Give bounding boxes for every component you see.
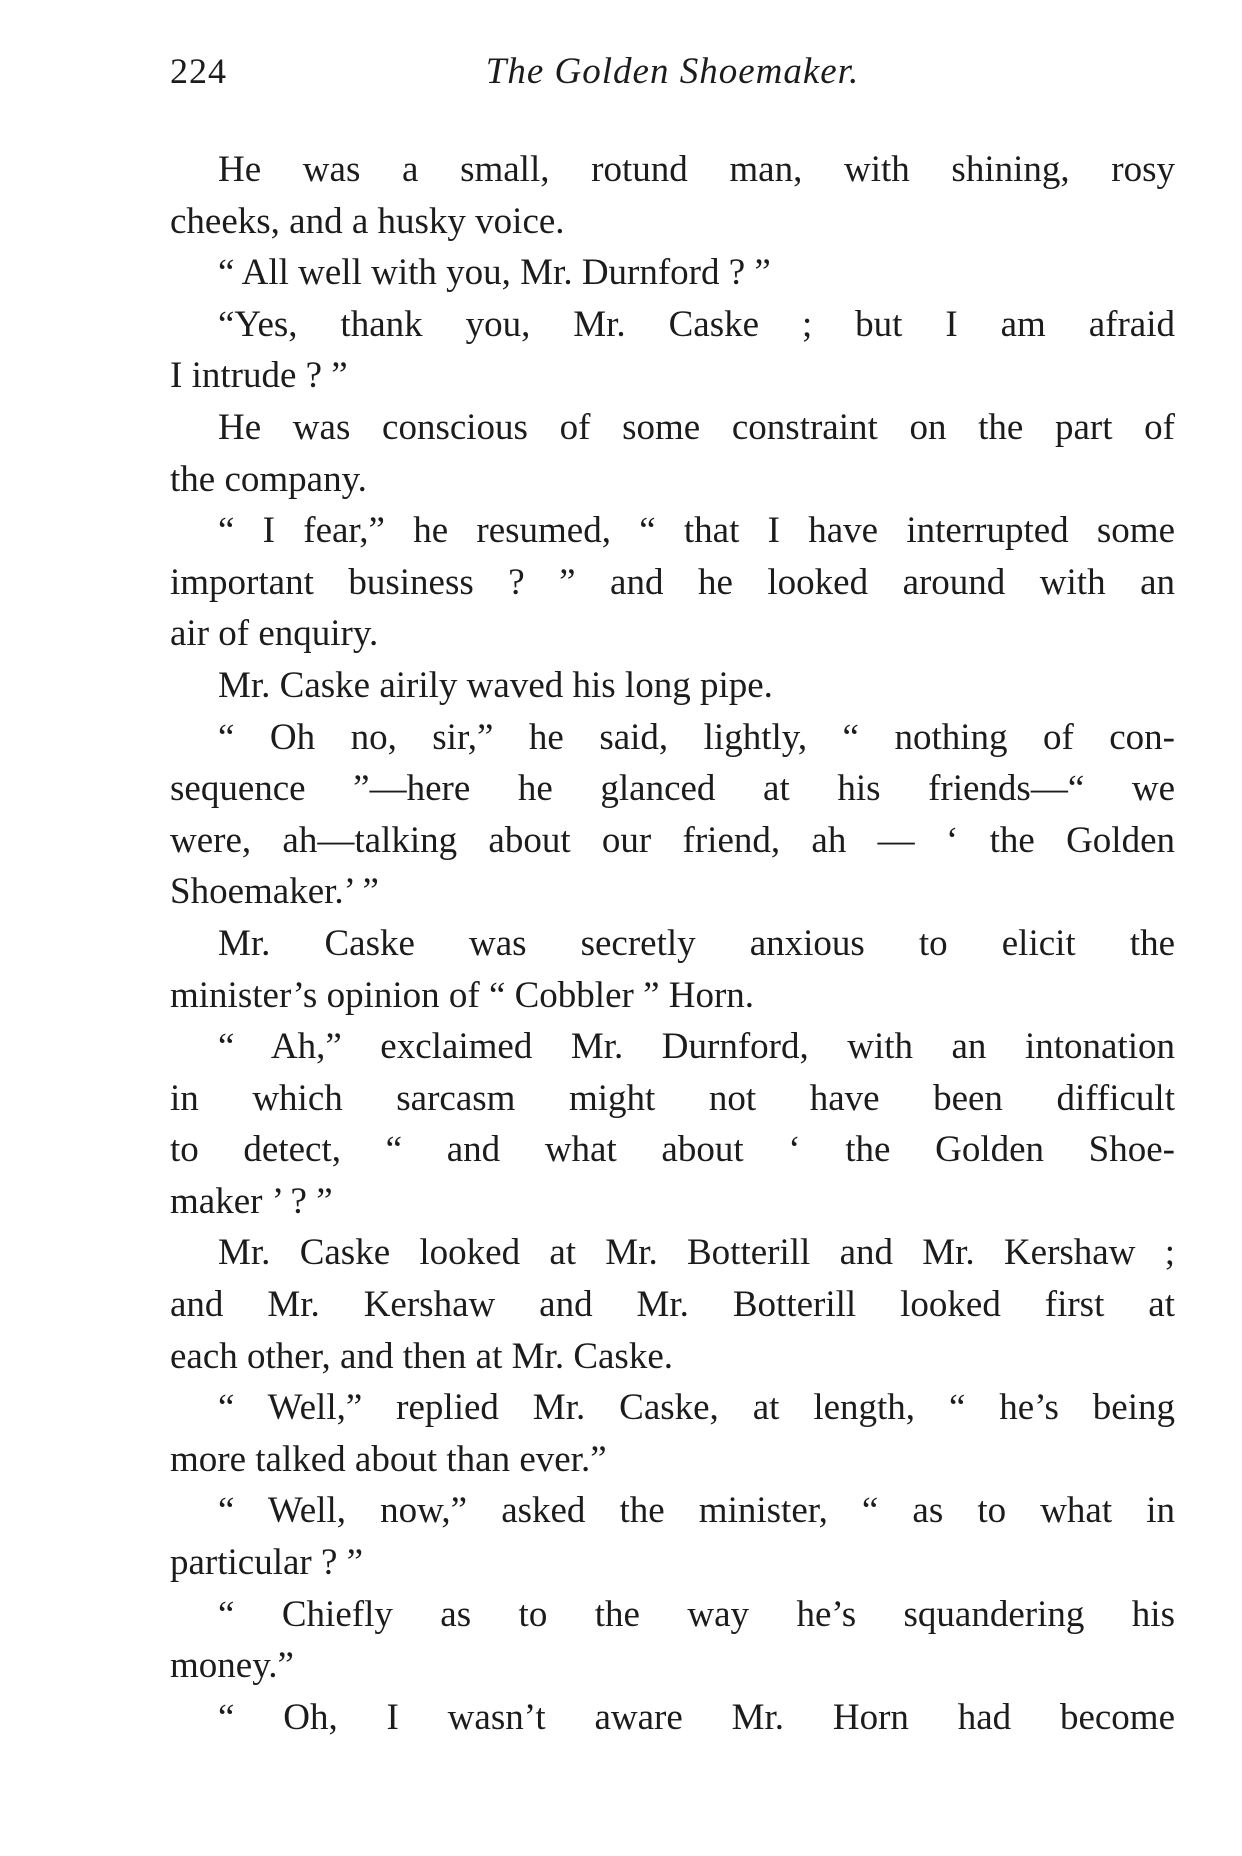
text-line: “ All well with you, Mr. Durnford ? ” xyxy=(218,252,771,294)
text-line: sequence ”—here he glanced at his friends—“ we xyxy=(170,768,1175,810)
text-line: Mr. Caske looked at Mr. Botterill and Mr. Kershaw ; xyxy=(218,1232,1175,1274)
text-line: particular ? ” xyxy=(170,1542,364,1584)
text-line: money.” xyxy=(170,1645,294,1687)
text-line: cheeks, and a husky voice. xyxy=(170,200,565,242)
text-line: Mr. Caske airily waved his long pipe. xyxy=(218,664,773,706)
text-line: “ Well, now,” asked the minister, “ as to what in xyxy=(218,1490,1175,1532)
running-head xyxy=(170,50,1175,110)
text-line: He was conscious of some constraint on the part of xyxy=(218,406,1175,448)
text-line: “ Chiefly as to the way he’s squandering his xyxy=(218,1593,1175,1635)
text-line: “ I fear,” he resumed, “ that I have interrupted some xyxy=(218,510,1175,552)
text-line: “Yes, thank you, Mr. Caske ; but I am afraid xyxy=(218,303,1175,345)
body-text xyxy=(170,144,1175,1743)
text-line: and Mr. Kershaw and Mr. Botterill looked first at xyxy=(170,1284,1175,1326)
page-number: 224 xyxy=(170,51,227,91)
text-line: Mr. Caske was secretly anxious to elicit the xyxy=(218,922,1175,964)
text-line: air of enquiry. xyxy=(170,613,379,655)
text-line: maker ’ ? ” xyxy=(170,1180,333,1222)
text-line: more talked about than ever.” xyxy=(170,1438,607,1480)
text-line: the company. xyxy=(170,458,367,500)
text-line: He was a small, rotund man, with shining, rosy xyxy=(218,149,1175,190)
text-line: Shoemaker.’ ” xyxy=(170,871,379,913)
text-line: in which sarcasm might not have been difficult xyxy=(170,1077,1175,1119)
text-line: important business ? ” and he looked around with an xyxy=(170,561,1175,603)
text-line: “ Ah,” exclaimed Mr. Durnford, with an intonation xyxy=(218,1026,1175,1068)
text-line: “ Oh no, sir,” he said, lightly, “ nothing of con- xyxy=(218,716,1175,758)
text-line: I intrude ? ” xyxy=(170,355,348,397)
text-line: each other, and then at Mr. Caske. xyxy=(170,1335,673,1377)
text-line: minister’s opinion of “ Cobbler ” Horn. xyxy=(170,974,755,1016)
text-line: were, ah—talking about our friend, ah — ‘ the Golden xyxy=(170,819,1175,861)
text-line: “ Well,” replied Mr. Caske, at length, “ he’s being xyxy=(218,1387,1175,1429)
text-line: to detect, “ and what about ‘ the Golden Shoe- xyxy=(170,1129,1175,1171)
text-line: “ Oh, I wasn’t aware Mr. Horn had become xyxy=(218,1696,1175,1738)
running-title: The Golden Shoemaker. xyxy=(485,51,860,92)
